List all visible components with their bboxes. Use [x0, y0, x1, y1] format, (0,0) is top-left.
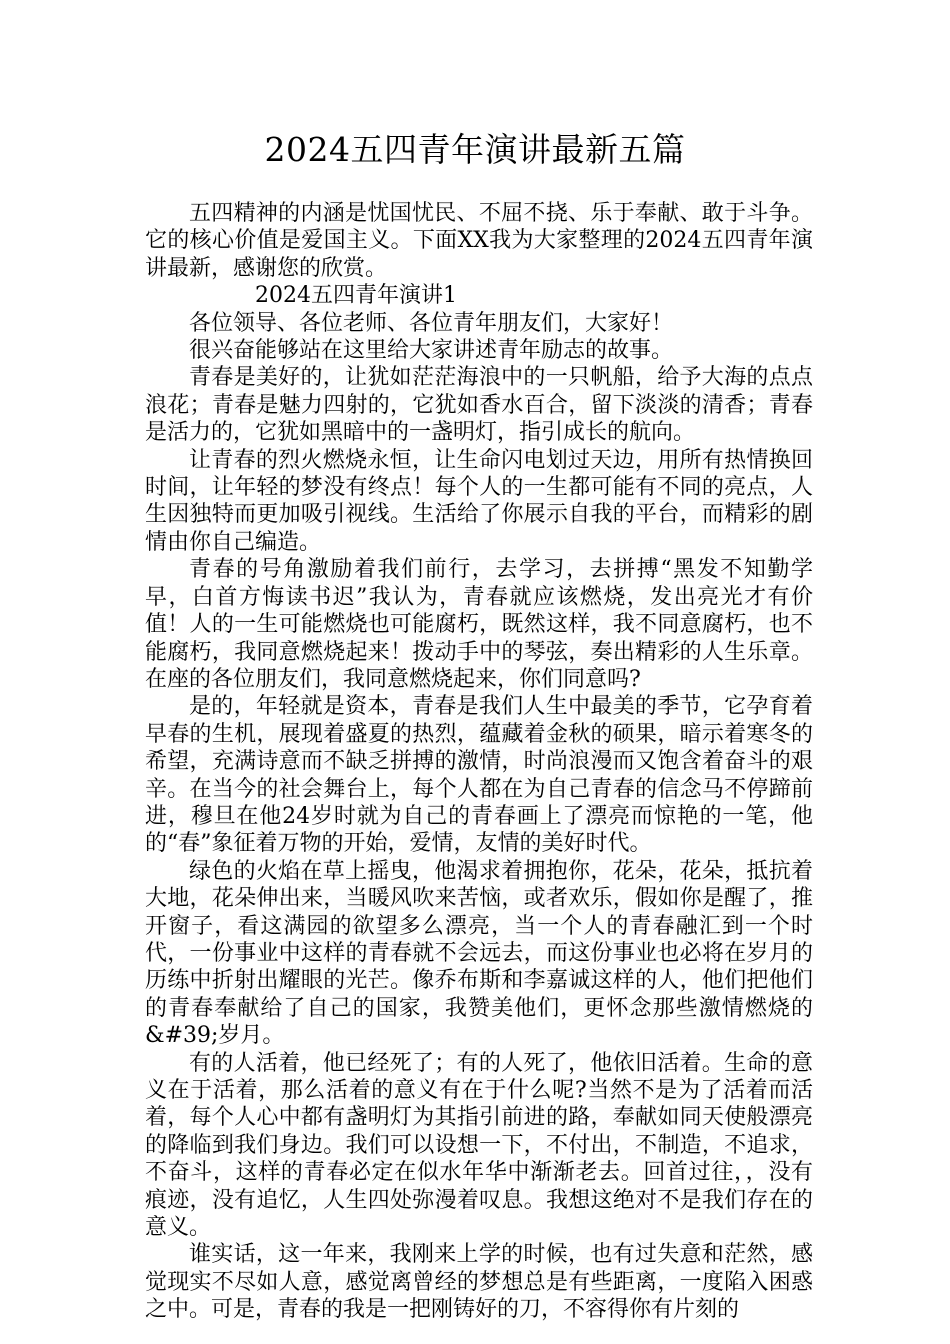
body-paragraph: 有的人活着，他已经死了；有的人死了，他依旧活着。生命的意义在于活着，那么活着的意义有在于什么呢?当然不是为了活着而活着，每个人心中都有盏明灯为其指引前进的路，奉献如同天使般漂亮的降临到我们身边。我们可以设想一下，不付出，不制造，不追求，不奋斗，这样的青春必定在似水年华中渐渐老去。回首过往，，没有痕迹，没有追忆，人生四处弥漫着叹息。我想这绝对不是我们存在的意义。	[145, 1050, 813, 1241]
body-paragraph: 各位领导、各位老师、各位青年朋友们，大家好！	[189, 310, 674, 336]
intro-paragraph: 五四精神的内涵是忧国忧民、不屈不挠、乐于奉献、敢于斗争。它的核心价值是爱国主义。下面XX我为大家整理的2024五四青年演讲最新，感谢您的欣赏。	[145, 201, 813, 281]
body-paragraph: 青春是美好的，让犹如茫茫海浪中的一只帆船，给予大海的点点浪花；青春是魅力四射的，它犹如香水百合，留下淡淡的清香；青春是活力的，它犹如黑暗中的一盏明灯，指引成长的航向。	[145, 365, 813, 446]
section-heading: 2024五四青年演讲1	[255, 283, 457, 309]
body-paragraph: 青春的号角激励着我们前行，去学习，去拼搏“黑发不知勤学早，白首方悔读书迟”我认为，青春就应该燃烧，发出亮光才有价值！人的一生可能燃烧也可能腐朽，既然这样，我不同意腐朽，也不能腐朽，我同意燃烧起来！拨动手中的琴弦，奏出精彩的人生乐章。在座的各位朋友们，我同意燃烧起来，你们同意吗?	[145, 557, 813, 692]
body-paragraph: 谁实话，这一年来，我刚来上学的时候，也有过失意和茫然，感觉现实不尽如人意，感觉离曾经的梦想总是有些距离，一度陷入困惑之中。可是，青春的我是一把刚铸好的刀，不容得你有片刻的	[145, 1242, 813, 1323]
body-paragraph: 让青春的烈火燃烧永恒，让生命闪电划过天边，用所有热情换回时间，让年轻的梦没有终点！每个人的一生都可能有不同的亮点，人生因独特而更加吸引视线。生活给了你展示自我的平台，而精彩的剧情由你自己编造。	[145, 447, 813, 555]
document-title: 2024五四青年演讲最新五篇	[264, 130, 686, 169]
body-paragraph: 绿色的火焰在草上摇曳，他渴求着拥抱你，花朵，花朵，抵抗着大地，花朵伸出来，当暖风吹来苦恼，或者欢乐，假如你是醒了，推开窗子，看这满园的欲望多么漂亮，当一个人的青春融汇到一个时代，一份事业中这样的青春就不会远去，而这份事业也必将在岁月的历练中折射出耀眼的光芒。像乔布斯和李嘉诚这样的人，他们把他们的青春奉献给了自己的国家，我赞美他们，更怀念那些激情燃烧的&#39;岁月。	[145, 858, 813, 1049]
document-body	[145, 200, 813, 1324]
body-paragraph: 很兴奋能够站在这里给大家讲述青年励志的故事。	[189, 338, 674, 364]
body-paragraph: 是的，年轻就是资本，青春是我们人生中最美的季节，它孕育着早春的生机，展现着盛夏的热烈，蕴藏着金秋的硕果，暗示着寒冬的希望，充满诗意而不缺乏拼搏的激情，时尚浪漫而又饱含着奋斗的艰辛。在当今的社会舞台上，每个人都在为自己青春的信念马不停蹄前进，穆旦在他24岁时就为自己的青春画上了漂亮而惊艳的一笔，他的“春”象征着万物的开始，爱情，友情的美好时代。	[145, 694, 813, 857]
